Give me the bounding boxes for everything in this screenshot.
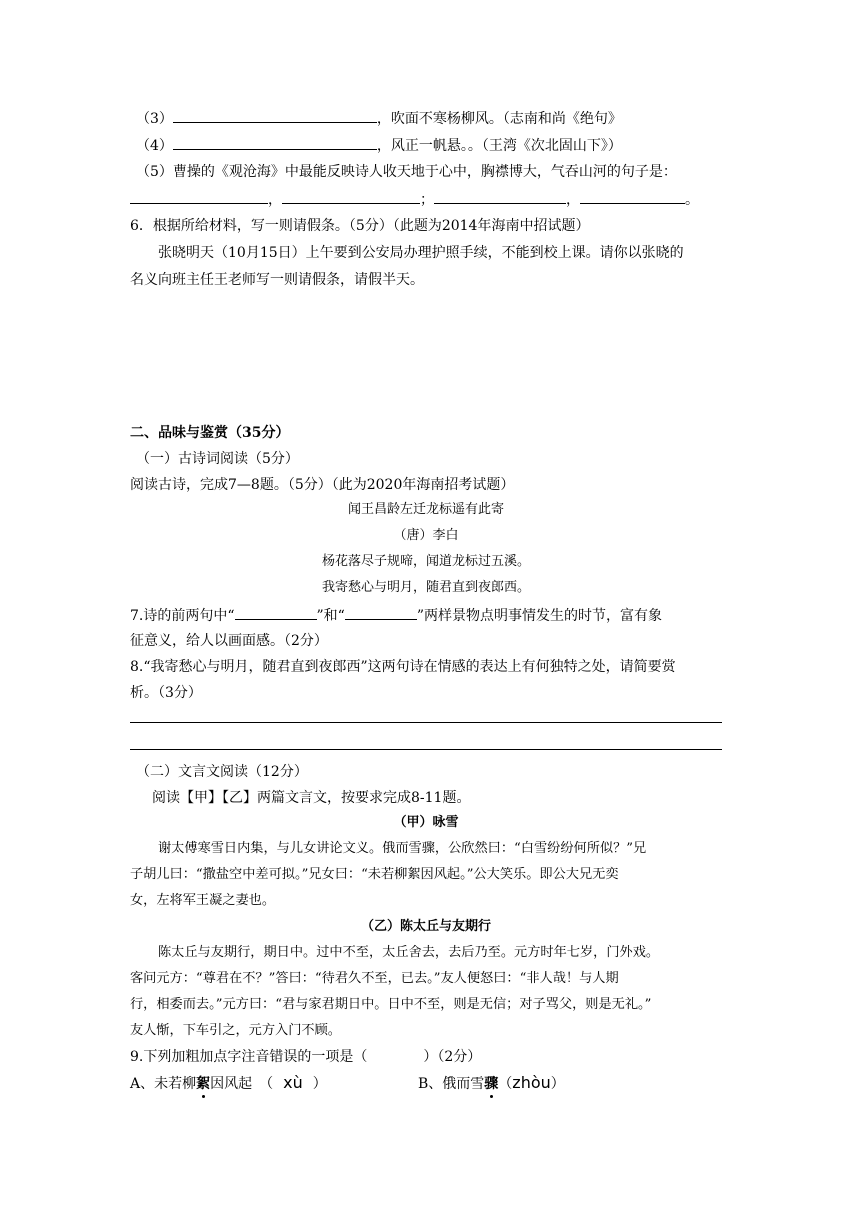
- passage-line: 友人惭，下车引之，元方入门不顾。: [130, 1023, 341, 1038]
- question-6-material-cont: 名义向班主任王老师写一则请假条，请假半天。: [130, 272, 424, 288]
- question-text: ”两样景物点明事情发生的时节，富有象: [416, 608, 662, 624]
- passage-line: 子胡儿曰：“撒盐空中差可拟。”兄女曰：“未若柳絮因风起。”公大笑乐。即公大兄无奕: [130, 867, 619, 882]
- subsection-heading: （二）文言文阅读（12分）: [136, 764, 308, 780]
- question-9: 9.下列加粗加点字注音错误的一项是（ ）（2分）: [130, 1049, 482, 1065]
- option-b[interactable]: [418, 1073, 565, 1094]
- blank-question-3: [136, 108, 622, 129]
- pinyin: xù: [283, 1073, 303, 1092]
- question-8: 8.“我寄愁心与明月，随君直到夜郎西”这两句诗在情感的表达上有何独特之处，请简要赏: [130, 659, 676, 675]
- question-text: 7.诗的前两句中“: [130, 608, 235, 624]
- separator: ，: [268, 192, 282, 208]
- passage-title: （乙）陈太丘与友期行: [360, 919, 491, 934]
- dotted-character: 絮: [196, 1076, 211, 1092]
- answer-blank[interactable]: [434, 189, 566, 204]
- poem-line: 我寄愁心与明月，随君直到夜郎西。: [321, 580, 530, 595]
- pinyin: zhòu: [512, 1073, 551, 1092]
- subsection-heading: （一）古诗词阅读（5分）: [136, 451, 299, 467]
- question-8-cont: 析。（3分）: [130, 685, 202, 701]
- passage-title: （甲）咏雪: [393, 815, 459, 830]
- dotted-character: 骤: [484, 1076, 499, 1092]
- question-number: （4）: [136, 138, 173, 154]
- answer-blank[interactable]: [173, 135, 377, 150]
- question-7-cont: 征意义，给人以画面感。（2分）: [130, 633, 328, 649]
- option-text: ）: [312, 1076, 327, 1092]
- question-6-title: 6．根据所给材料，写一则请假条。（5分）（此题为2014年海南中招试题）: [130, 218, 590, 234]
- separator: ；: [420, 192, 434, 208]
- option-text: （: [498, 1076, 513, 1092]
- passage-line: 客问元方：“尊君在不？”答曰：“待君久不至，已去。”友人便怒曰：“非人哉！与人期: [130, 971, 619, 986]
- question-text: ”和“: [316, 608, 345, 624]
- question-6-material: 张晓明天（10月15日）上午要到公安局办理护照手续，不能到校上课。请你以张晓的: [158, 245, 684, 261]
- answer-line[interactable]: [130, 722, 722, 723]
- poem-title: 闻王昌龄左迁龙标遥有此寄: [347, 502, 504, 517]
- poem-line: 杨花落尽子规啼，闻道龙标过五溪。: [321, 554, 530, 569]
- option-text: B、俄而雪: [418, 1076, 485, 1092]
- question-suffix: ，风正一帆悬。。（王湾《次北固山下》）: [376, 138, 622, 154]
- passage-line: 陈太丘与友期行，期日中。过中不至，太丘舍去，去后乃至。元方时年七岁，门外戏。: [158, 945, 660, 960]
- option-text: A、未若柳: [130, 1076, 197, 1092]
- separator: ，: [566, 192, 580, 208]
- passage-line: 女，左将军王凝之妻也。: [130, 893, 276, 908]
- answer-blank[interactable]: [130, 189, 268, 204]
- poem-author: （唐）李白: [393, 528, 459, 543]
- answer-blank[interactable]: [580, 189, 685, 204]
- passage-line: 行，相委而去。”元方曰：“君与家君期日中。日中不至，则是无信；对子骂父，则是无礼。”: [130, 997, 652, 1012]
- blank-question-5-answers: [130, 189, 699, 210]
- answer-blank[interactable]: [235, 605, 317, 620]
- option-text: 因风起 （: [210, 1076, 274, 1092]
- blank-question-5-stem: （5）曹操的《观沧海》中最能反映诗人收天地于心中，胸襟博大，气吞山河的句子是：: [136, 164, 677, 180]
- section-heading: 二、品味与鉴赏（35分）: [130, 425, 290, 441]
- answer-blank[interactable]: [345, 605, 417, 620]
- passage-line: 谢太傅寒雪日内集，与儿女讲论文义。俄而雪骤，公欣然曰：“白雪纷纷何所似？”兄: [158, 841, 647, 856]
- reading-instruction: 阅读【甲】【乙】两篇文言文，按要求完成8-11题。: [152, 790, 471, 806]
- separator: 。: [685, 192, 699, 208]
- blank-question-4: [136, 135, 622, 156]
- question-suffix: ，吹面不寒杨柳风。（志南和尚《绝句》: [376, 111, 622, 127]
- option-text: ）: [550, 1076, 565, 1092]
- option-a[interactable]: [130, 1073, 327, 1094]
- answer-blank[interactable]: [282, 189, 420, 204]
- question-7: [130, 605, 662, 626]
- poem-instruction: 阅读古诗，完成7—8题。（5分）（此为2020年海南招考试题）: [130, 477, 515, 493]
- question-number: （3）: [136, 111, 173, 127]
- answer-blank[interactable]: [173, 108, 377, 123]
- answer-line[interactable]: [130, 749, 722, 750]
